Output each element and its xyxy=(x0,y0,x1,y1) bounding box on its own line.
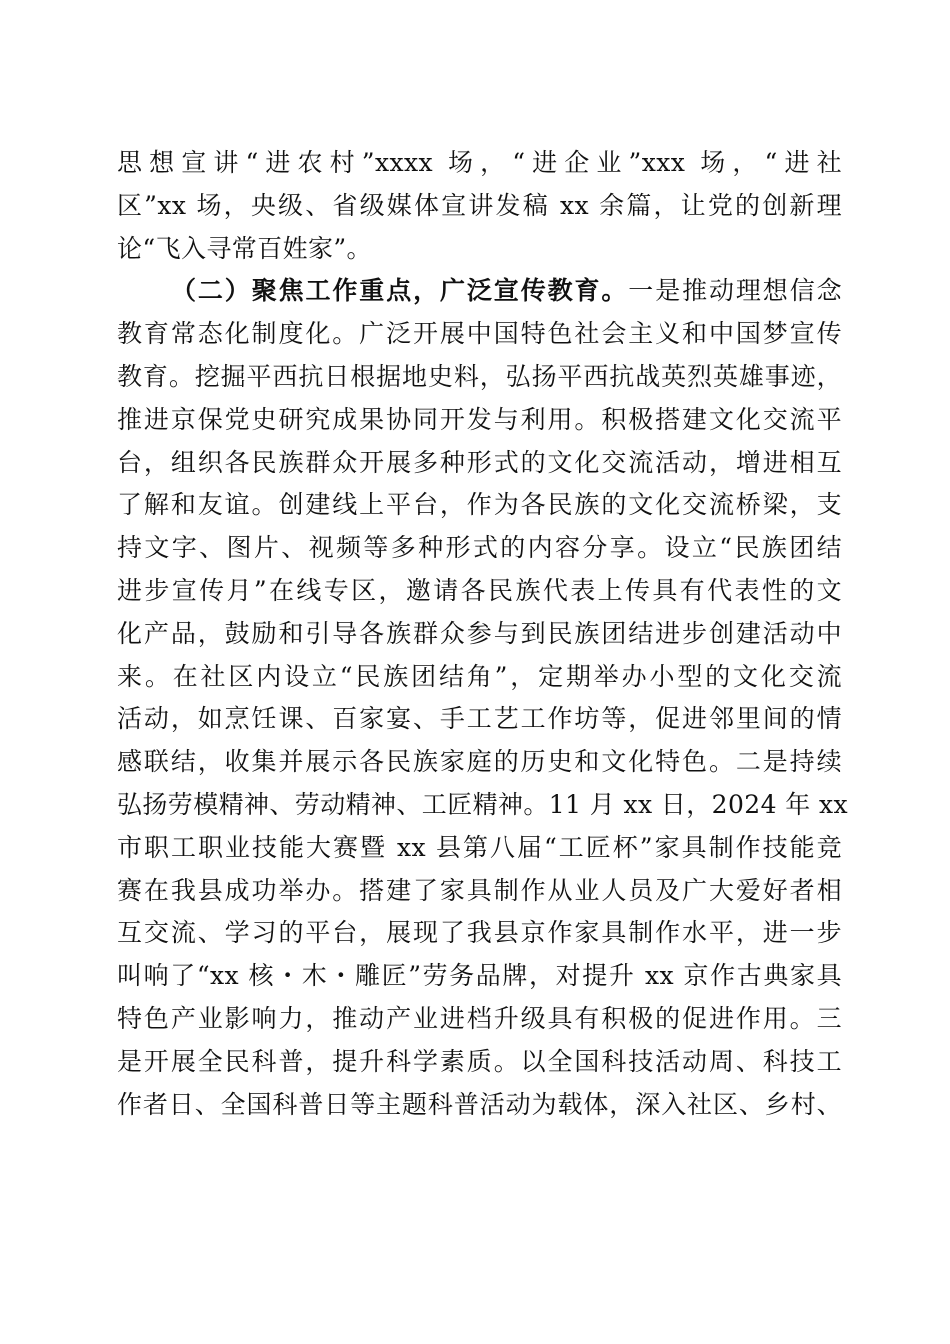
text-line: 作者日、全国科普日等主题科普活动为载体，深入社区、乡村、 xyxy=(117,1089,842,1119)
text-line: 论“飞入寻常百姓家”。 xyxy=(117,233,372,263)
text-line: 是开展全民科普，提升科学素质。以全国科技活动周、科技工 xyxy=(117,1046,842,1076)
text-line: 推进京保党史研究成果协同开发与利用。积极搭建文化交流平 xyxy=(117,404,842,434)
text-line: 弘扬劳模精神、劳动精神、工匠精神。11 月 xx 日，2024 年 xx xyxy=(117,789,848,819)
text-line: 持文字、图片、视频等多种形式的内容分享。设立“民族团结 xyxy=(117,533,842,563)
text-line: 教育常态化制度化。广泛开展中国特色社会主义和中国梦宣传 xyxy=(117,319,842,349)
text-line: 教育。挖掘平西抗日根据地史料，弘扬平西抗战英烈英雄事迹， xyxy=(117,361,842,391)
text-line: 了解和友谊。创建线上平台，作为各民族的文化交流桥梁，支 xyxy=(117,490,842,520)
section-heading-continuation: 一是推动理想信念 xyxy=(628,276,842,306)
text-line: 化产品，鼓励和引导各族群众参与到民族团结进步创建活动中 xyxy=(117,618,842,648)
text-line: 来。在社区内设立“民族团结角”，定期举办小型的文化交流 xyxy=(117,661,842,691)
text-line: 活动，如烹饪课、百家宴、手工艺工作坊等，促进邻里间的情 xyxy=(117,704,842,734)
text-line: 特色产业影响力，推动产业进档升级具有积极的促进作用。三 xyxy=(117,1003,842,1033)
text-line: 区”xx 场，央级、省级媒体宣讲发稿 xx 余篇，让党的创新理 xyxy=(117,190,842,220)
text-line: 叫响了“xx 核・木・雕匠”劳务品牌，对提升 xx 京作古典家具 xyxy=(117,961,842,991)
text-line: 感联结，收集并展示各民族家庭的历史和文化特色。二是持续 xyxy=(117,747,842,777)
text-line: 互交流、学习的平台，展现了我县京作家具制作水平，进一步 xyxy=(117,918,842,948)
section-heading-line xyxy=(117,270,842,313)
text-line: 台，组织各民族群众开展多种形式的文化交流活动，增进相互 xyxy=(117,447,842,477)
text-line: 赛在我县成功举办。搭建了家具制作从业人员及广大爱好者相 xyxy=(117,875,842,905)
text-line: 市职工职业技能大赛暨 xx 县第八届“工匠杯”家具制作技能竞 xyxy=(117,832,842,862)
text-line: 进步宣传月”在线专区，邀请各民族代表上传具有代表性的文 xyxy=(117,575,842,605)
text-line: 思想宣讲“进农村”xxxx 场，“进企业”xxx 场，“进社 xyxy=(117,148,842,177)
body-text xyxy=(117,142,848,1126)
section-heading: （二）聚焦工作重点，广泛宣传教育。 xyxy=(171,276,629,306)
